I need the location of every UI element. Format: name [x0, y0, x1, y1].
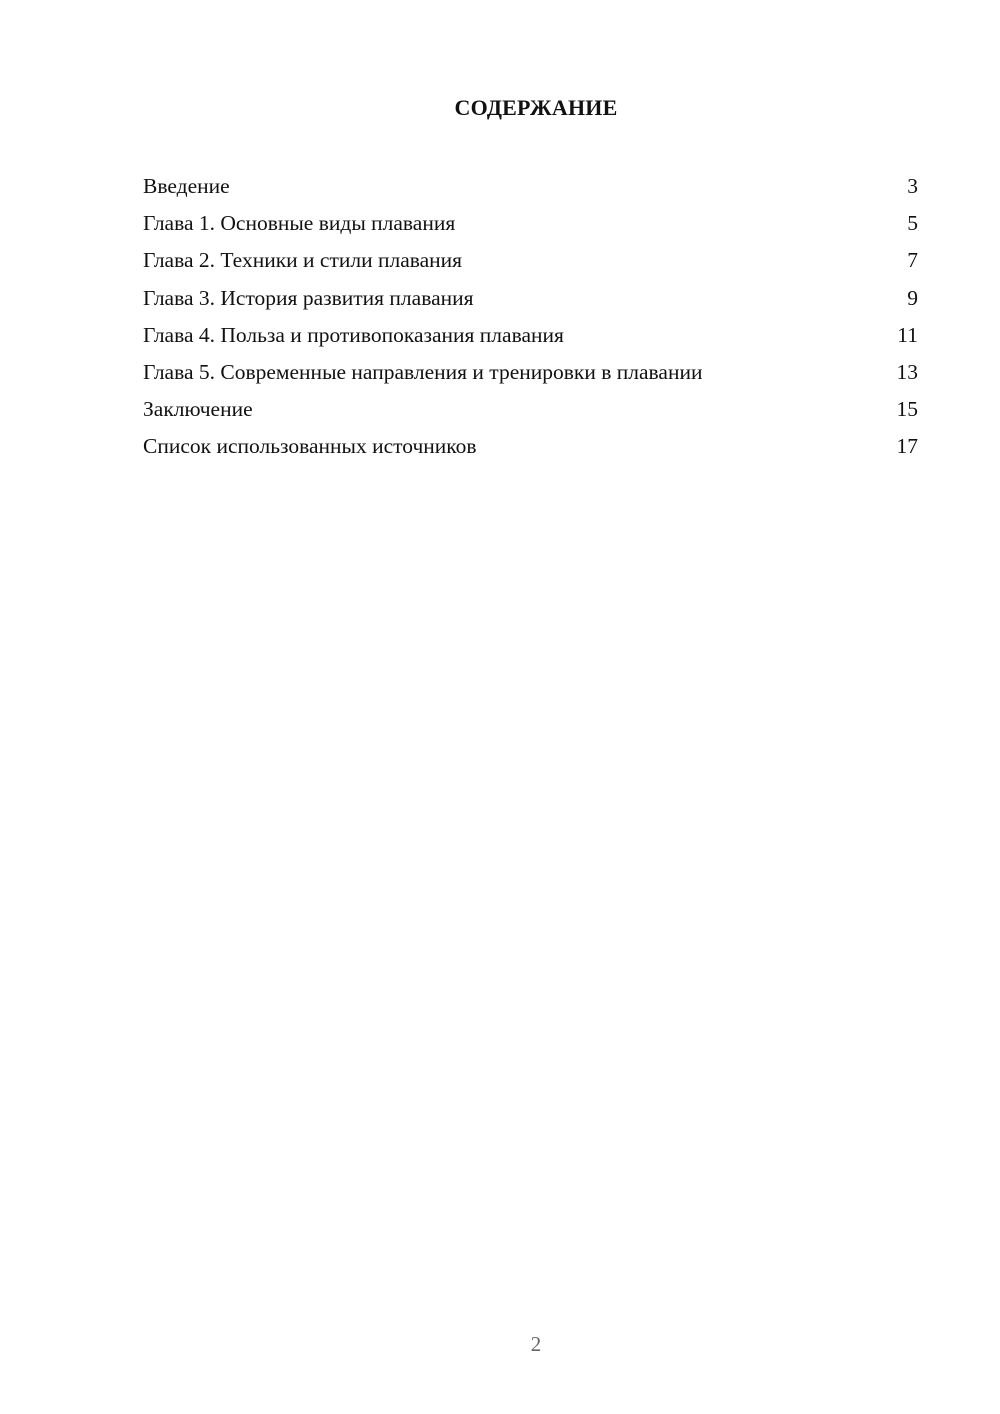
toc-entry-label: Введение: [143, 174, 230, 198]
toc-entry-page: 3: [907, 174, 918, 198]
toc-entry-page: 7: [907, 248, 918, 273]
toc-entry-label: Глава 3. История развития плавания: [143, 285, 474, 310]
toc-entry-label: Глава 5. Современные направления и тренировки в плавании: [143, 359, 703, 384]
toc-entry-chapter-2: [143, 242, 919, 279]
toc-entry-page: 15: [896, 397, 918, 422]
toc-entry-page: 9: [907, 285, 918, 310]
toc-entry-page: 5: [907, 211, 918, 236]
toc-entry-chapter-1: [143, 205, 919, 242]
toc-entry-introduction: [143, 168, 919, 205]
toc-entry-label: Заключение: [143, 397, 253, 422]
toc-entry-page: 17: [896, 434, 918, 459]
toc-entry-page: 11: [897, 322, 918, 347]
toc-entry-chapter-5: [143, 354, 919, 391]
toc-entry-chapter-3: [143, 280, 919, 317]
toc-entry-label: Глава 4. Польза и противопоказания плавания: [143, 322, 564, 347]
page-number: 2: [530, 1332, 542, 1356]
toc-entry-references: [143, 428, 919, 465]
toc-entry-label: Глава 2. Техники и стили плавания: [143, 248, 463, 273]
toc-entry-page: 13: [896, 359, 918, 384]
toc-entry-chapter-4: [143, 317, 919, 354]
toc-title: СОДЕРЖАНИЕ: [454, 95, 618, 120]
toc-entry-label: Список использованных источников: [143, 434, 477, 459]
toc-entry-conclusion: [143, 391, 919, 428]
toc-entry-label: Глава 1. Основные виды плавания: [143, 211, 456, 236]
table-of-contents: [143, 168, 919, 466]
